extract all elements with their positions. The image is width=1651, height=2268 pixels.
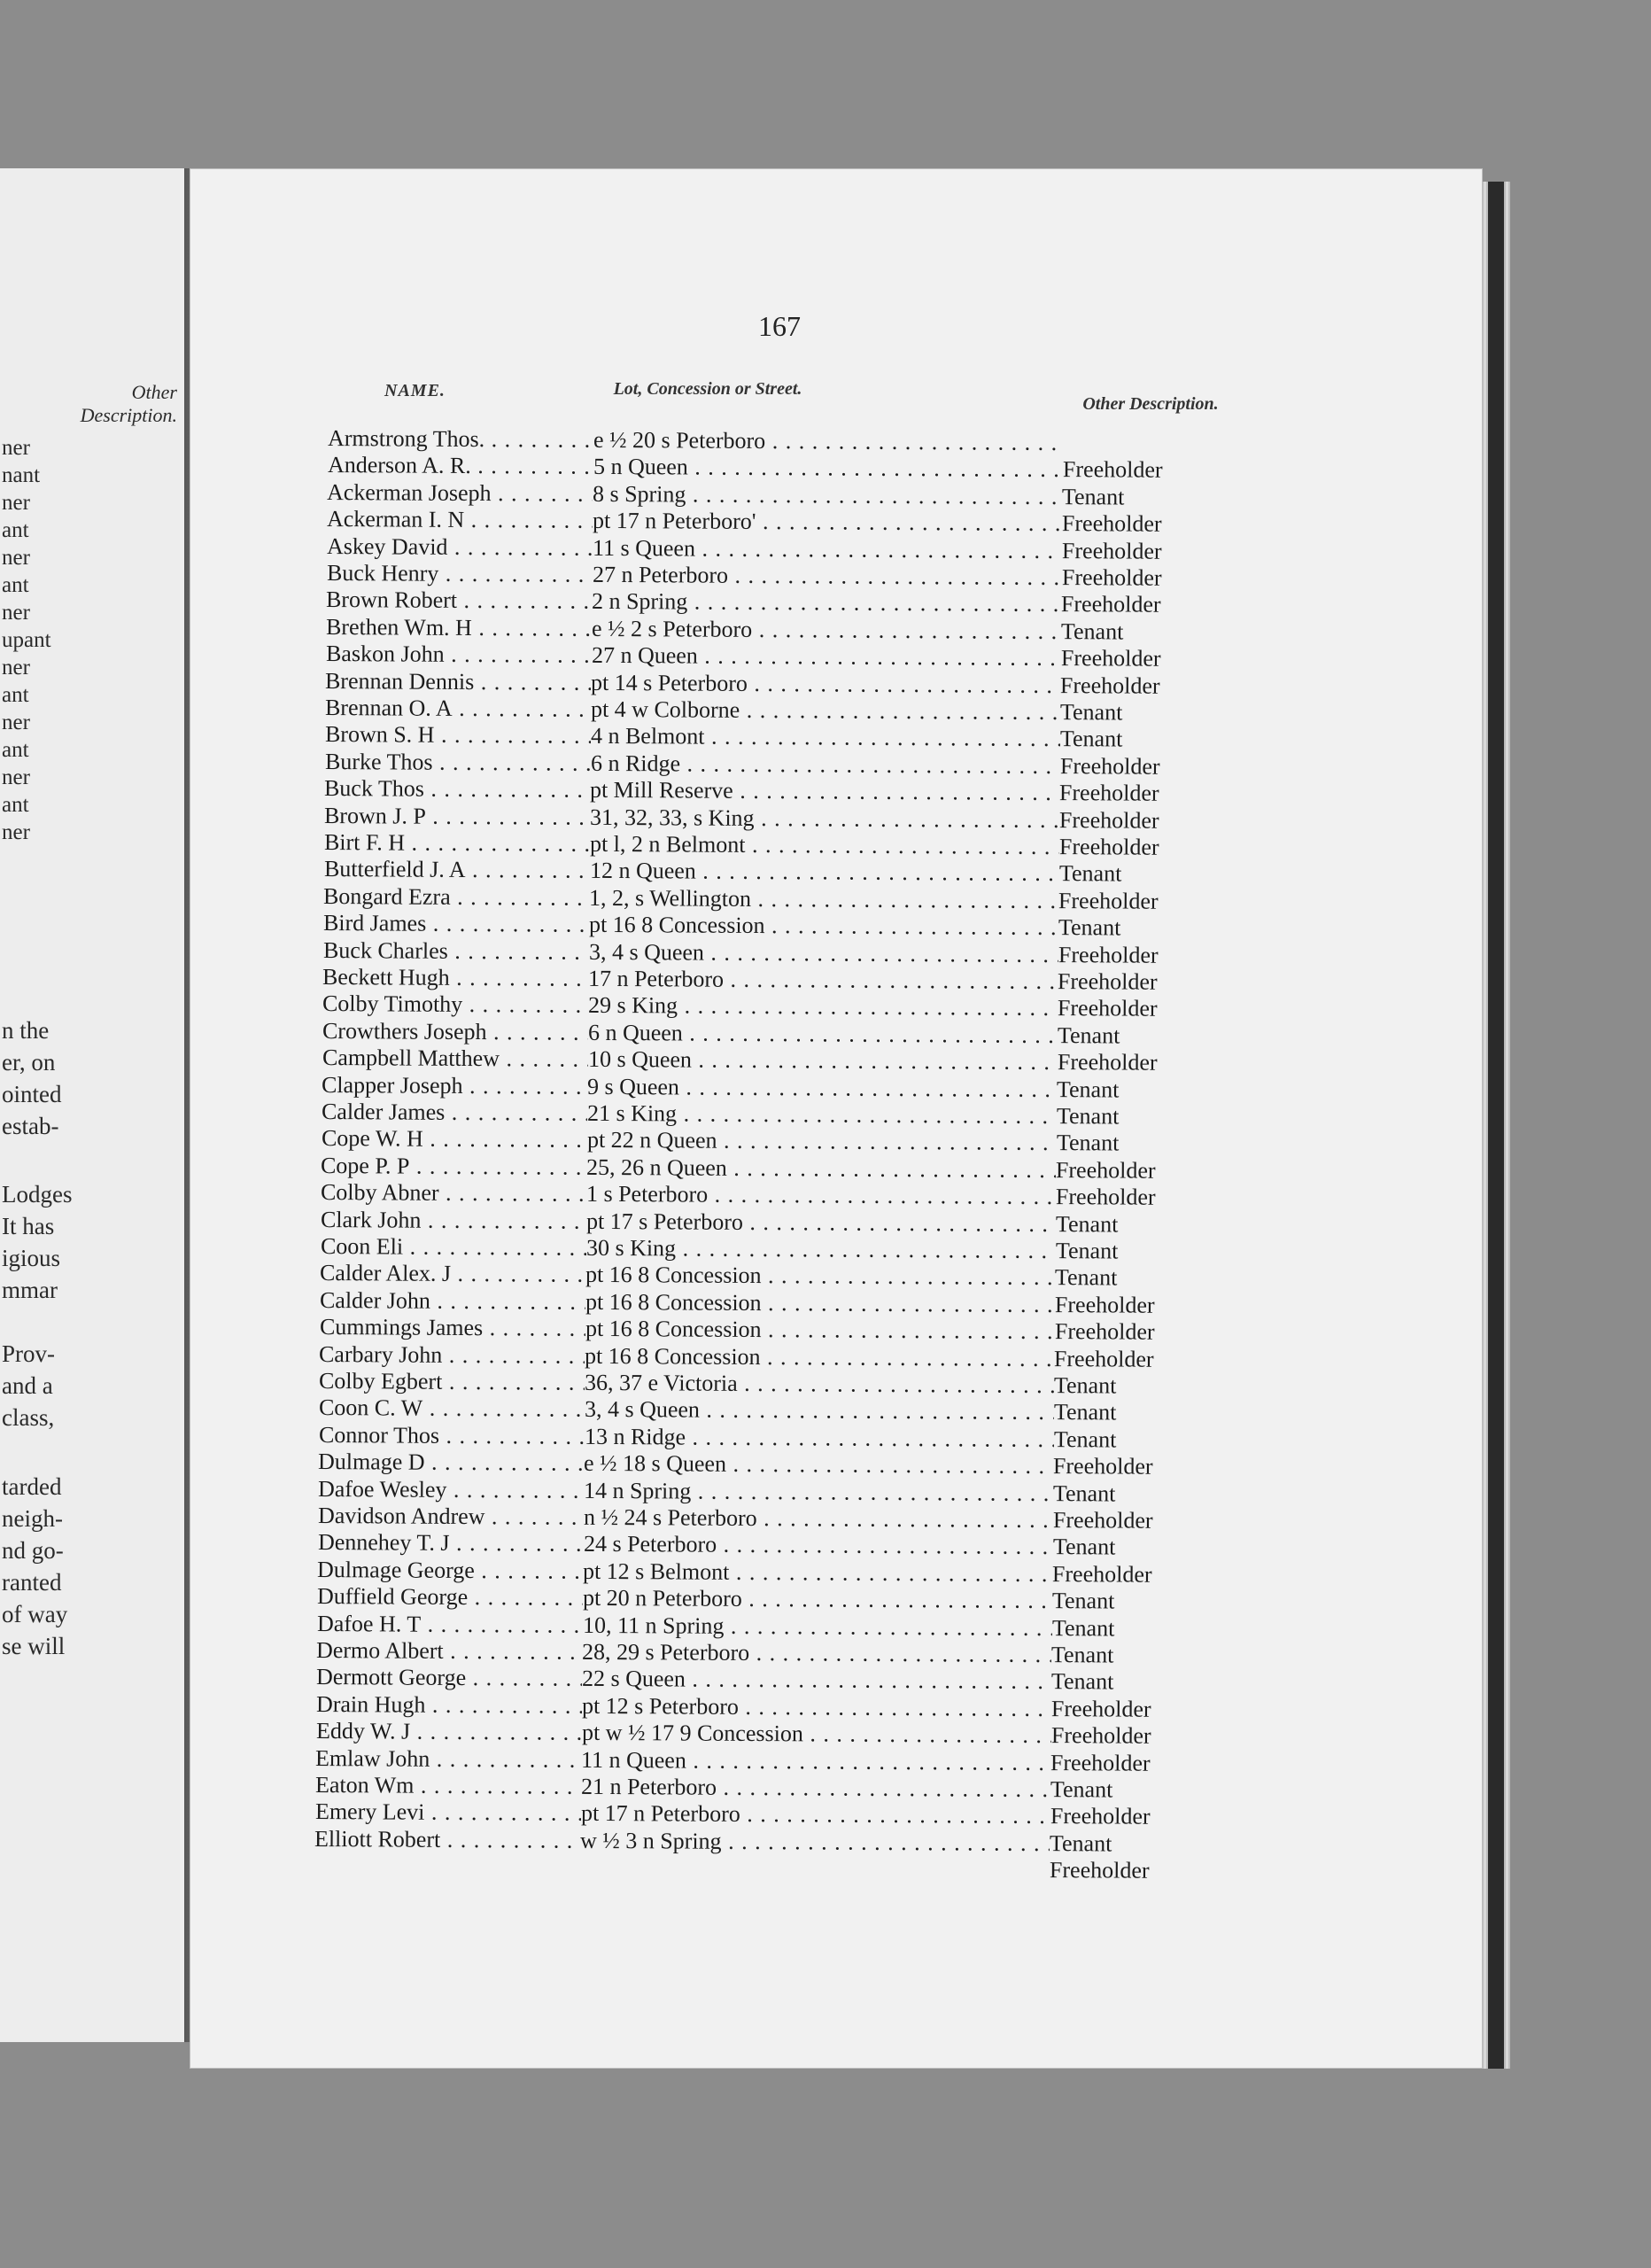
left-page-fragment: ner (2, 765, 30, 789)
entry-lot: 11 n Queen . . . (581, 1746, 1050, 1775)
directory-entry (326, 641, 1194, 672)
entry-name: Drain Hugh . . . (316, 1691, 582, 1720)
entry-lot: pt 17 n Peterboro' . . . (593, 508, 1062, 537)
entry-lot: w ½ 3 n Spring . . . (580, 1828, 1050, 1857)
entry-name: Askey David . . . (327, 533, 593, 562)
entry-lot: pt 16 8 Concession . . . (585, 1316, 1055, 1345)
entry-lot: 22 s Queen . . . (582, 1666, 1051, 1695)
left-page-fragment: ant (2, 683, 29, 707)
entry-name: Duffield George . . . (317, 1583, 583, 1612)
left-page-paragraph-2 (0, 1178, 184, 1306)
left-page-paragraph-line: of way (2, 1601, 68, 1627)
entry-name: Dennehey T. J . . . (317, 1529, 583, 1557)
entry-description: Tenant (1051, 1642, 1114, 1668)
left-page-fragment: nant (2, 463, 41, 487)
entry-description: Freeholder (1059, 752, 1160, 780)
entry-description: Freeholder (1058, 995, 1158, 1022)
entry-description: Tenant (1053, 1399, 1117, 1425)
entry-name: Calder John . . . (320, 1287, 585, 1316)
directory-entry (327, 506, 1195, 538)
entry-description: Freeholder (1058, 887, 1159, 914)
entry-name: Buck Thos . . . (324, 775, 590, 804)
left-page-paragraph-line: se will (2, 1633, 66, 1659)
entry-name: Cummings James . . . (320, 1314, 585, 1342)
column-header-lot (606, 379, 810, 399)
entry-description: Tenant (1051, 1614, 1115, 1642)
entry-name: Brennan O. A . . . (325, 695, 591, 723)
entry-description: Tenant (1050, 1829, 1112, 1857)
entry-lot: 1, 2, s Wellington . . . (589, 885, 1058, 914)
entry-description: Tenant (1056, 1103, 1120, 1130)
entry-lot: 27 n Queen . . . (592, 642, 1061, 672)
entry-lot: 3, 4 s Queen . . . (585, 1396, 1054, 1425)
entry-description: Tenant (1060, 699, 1123, 726)
column-header-other-text: Other Description. (1082, 394, 1219, 414)
entry-description: Tenant (1054, 1372, 1117, 1399)
book-cover-edge (1488, 182, 1504, 2069)
entry-name: Butterfield J. A . . . (323, 856, 589, 884)
entry-description: Tenant (1050, 1776, 1113, 1803)
entry-description: Freeholder (1060, 645, 1161, 672)
entry-lot: pt 16 8 Concession . . . (589, 912, 1058, 941)
left-page-fragment: ner (2, 436, 30, 460)
entry-name: Calder Alex. J . . . (320, 1260, 585, 1288)
entry-name: Dafoe H. T . . . (317, 1611, 583, 1639)
left-page-paragraph-line: Lodges (2, 1181, 73, 1208)
left-page-fragment: upant (2, 628, 51, 652)
entry-name: Campbell Matthew . . . (322, 1045, 587, 1073)
left-page-paragraph-line: neigh- (2, 1505, 63, 1532)
entry-lot: pt w ½ 17 9 Concession . . . (581, 1720, 1050, 1749)
entry-lot: 6 n Queen . . . (588, 1020, 1058, 1049)
entry-description: Tenant (1059, 726, 1123, 752)
entry-description: Freeholder (1062, 456, 1163, 484)
entry-name: Dulmage D . . . (318, 1449, 584, 1477)
entry-lot: e ½ 18 s Queen . . . (584, 1450, 1053, 1480)
entry-name: Colby Egbert . . . (319, 1368, 585, 1396)
entry-description: Tenant (1052, 1480, 1116, 1507)
entry-description: Freeholder (1061, 537, 1162, 564)
entry-name: Bird James . . . (323, 910, 589, 938)
entry-lot: 9 s Queen . . . (587, 1073, 1057, 1102)
entry-description: Freeholder (1059, 780, 1160, 806)
entry-lot: pt 17 s Peterboro . . . (586, 1208, 1056, 1237)
entry-lot: 25, 26 n Queen . . . (586, 1154, 1056, 1184)
entry-name: Emery Levi . . . (315, 1798, 581, 1827)
left-page-paragraph-1 (0, 1014, 184, 1142)
left-page-paragraph-line: estab- (2, 1113, 59, 1139)
directory-entry (315, 1718, 1183, 1750)
entry-name: Dermott George . . . (316, 1664, 582, 1692)
entry-name: Colby Abner . . . (321, 1179, 586, 1208)
entry-description: Tenant (1053, 1425, 1117, 1453)
entry-name: Armstrong Thos. . . . (328, 425, 593, 454)
left-page-fragment: ner (2, 546, 30, 570)
entry-description: Freeholder (1058, 806, 1159, 834)
entry-description: Tenant (1057, 1021, 1120, 1049)
entry-lot: pt 22 n Queen . . . (587, 1127, 1057, 1156)
entry-lot: n ½ 24 s Peterboro . . . (584, 1504, 1053, 1534)
entry-name: Connor Thos . . . (319, 1422, 585, 1450)
entry-name: Dermo Albert . . . (316, 1637, 582, 1666)
left-page-paragraph-line: igious (2, 1245, 61, 1271)
left-page-header (81, 381, 177, 427)
entry-name: Davidson Andrew . . . (318, 1503, 584, 1531)
left-page-paragraph-3 (0, 1338, 184, 1433)
directory-entry (324, 775, 1192, 807)
entry-lot: 21 s King . . . (587, 1100, 1057, 1130)
entry-lot: pt 12 s Peterboro . . . (582, 1693, 1051, 1722)
entry-lot: pt 14 s Peterboro . . . (591, 669, 1060, 698)
entry-name: Clark John . . . (321, 1207, 586, 1235)
entry-lot: pt 16 8 Concession . . . (585, 1289, 1055, 1318)
entry-name: Dafoe Wesley . . . (318, 1476, 584, 1504)
entry-lot: 14 n Spring . . . (584, 1477, 1053, 1506)
entry-lot: pt l, 2 n Belmont . . . (590, 831, 1059, 860)
directory-entry (318, 1449, 1186, 1480)
entry-name: Buck Henry . . . (327, 560, 593, 588)
page-number: 167 (758, 310, 801, 342)
left-page-fragment: ant (2, 573, 29, 597)
entry-lot: 24 s Peterboro . . . (583, 1531, 1052, 1560)
entry-name: Beckett Hugh . . . (322, 964, 588, 992)
entry-name: Brown S. H . . . (325, 721, 591, 750)
entry-name: Coon C. W . . . (319, 1394, 585, 1423)
entry-name: Brown Robert . . . (326, 586, 592, 615)
left-page-fragment: ner (2, 656, 30, 680)
left-page-paragraph-line: nd go- (2, 1537, 64, 1564)
entry-description: Tenant (1051, 1668, 1114, 1695)
entry-description: Tenant (1057, 1076, 1120, 1103)
entry-lot: 2 n Spring . . . (592, 588, 1061, 617)
entry-lot: 17 n Peterboro . . . (588, 966, 1058, 995)
entry-name: Clapper Joseph . . . (322, 1072, 587, 1100)
left-page-fragment: ner (2, 711, 30, 734)
entry-lot: 11 s Queen . . . (593, 534, 1062, 563)
entry-description: Tenant (1055, 1210, 1119, 1238)
entry-description: Freeholder (1052, 1507, 1153, 1534)
column-header-name: NAME. (384, 381, 446, 400)
entry-name: Colby Timothy . . . (322, 990, 588, 1019)
entry-description: Tenant (1055, 1264, 1118, 1291)
left-page-paragraph-line: It has (2, 1213, 55, 1239)
left-facing-page (0, 168, 184, 2042)
entry-lot: e ½ 20 s Peterboro . . . (593, 427, 1063, 456)
entry-lot: pt Mill Reserve . . . (590, 777, 1059, 806)
entry-name: Ackerman I. N . . . (327, 506, 593, 534)
entry-description: Freeholder (1058, 968, 1159, 995)
entry-name: Carbary John . . . (319, 1341, 585, 1370)
entry-lot: 21 n Peterboro . . . (581, 1774, 1050, 1803)
left-page-fragment: ant (2, 793, 29, 817)
entry-name: Buck Charles . . . (323, 937, 589, 966)
entry-description: Freeholder (1058, 941, 1159, 968)
entry-lot: 6 n Ridge . . . (591, 750, 1060, 780)
left-page-fragment: ant (2, 518, 29, 542)
left-page-header-line: Other (131, 381, 177, 403)
left-page-paragraph-4 (0, 1471, 184, 1662)
directory-entry (320, 1314, 1188, 1346)
entry-description: Freeholder (1057, 1049, 1158, 1076)
left-page-paragraph-line: ointed (2, 1081, 62, 1107)
entry-description: Freeholder (1062, 510, 1162, 537)
left-page-paragraph-line: class, (2, 1404, 55, 1431)
entry-name: Cope W. H . . . (322, 1125, 587, 1153)
left-page-paragraph-line: er, on (2, 1049, 56, 1076)
entry-description (1063, 450, 1196, 451)
left-page-paragraph-line: and a (2, 1372, 53, 1399)
entry-lot: 29 s King . . . (588, 992, 1058, 1021)
entry-lot: 28, 29 s Peterboro . . . (582, 1639, 1051, 1668)
entry-lot: 31, 32, 33, s King . . . (590, 804, 1059, 833)
left-page-paragraph-line: ranted (2, 1569, 62, 1596)
column-header-lot-text: Lot, Concession or Street. (613, 379, 802, 399)
entry-lot: 4 n Belmont . . . (591, 723, 1060, 752)
entry-description: Tenant (1060, 617, 1124, 645)
entry-lot: pt 16 8 Concession . . . (585, 1262, 1055, 1291)
entry-lot: 5 n Queen . . . (593, 454, 1063, 483)
entry-description: Freeholder (1050, 1803, 1151, 1830)
entry-lot: pt 12 s Belmont . . . (583, 1558, 1052, 1588)
entry-description: Freeholder (1054, 1345, 1155, 1372)
entry-description: Freeholder (1056, 1156, 1157, 1184)
entry-description: Freeholder (1050, 1722, 1151, 1749)
entry-name: Eaton Wm . . . (315, 1772, 581, 1800)
directory-page (190, 168, 1483, 2069)
entry-lot: 8 s Spring . . . (593, 481, 1062, 510)
left-page-column-fragments (0, 434, 184, 846)
left-page-paragraph-line: n the (2, 1017, 50, 1044)
entry-description: Tenant (1051, 1588, 1115, 1614)
entry-lot: pt 20 n Peterboro . . . (583, 1585, 1052, 1614)
entry-lot: e ½ 2 s Peterboro . . . (592, 616, 1061, 645)
entry-name: Elliott Robert . . . (314, 1826, 580, 1854)
entry-description: Freeholder (1053, 1453, 1154, 1480)
entry-lot: 36, 37 e Victoria . . . (585, 1370, 1054, 1399)
entry-description: Tenant (1056, 1130, 1120, 1156)
entry-lot: 10 s Queen . . . (587, 1046, 1057, 1076)
entry-description: Tenant (1058, 860, 1121, 887)
entry-name: Bongard Ezra . . . (323, 883, 589, 912)
entry-name: Crowthers Joseph . . . (322, 1018, 588, 1046)
entry-description: Freeholder (1050, 1749, 1151, 1776)
left-page-fragment: ner (2, 820, 30, 844)
directory-entry (317, 1583, 1185, 1615)
entry-description: Tenant (1062, 483, 1125, 510)
directory-entry (322, 1045, 1190, 1076)
left-page-header-line: Description. (80, 404, 177, 426)
entry-description: Freeholder (1058, 834, 1159, 860)
entry-name: Brennan Dennis . . . (325, 668, 591, 696)
entry-description: Freeholder (1050, 1695, 1151, 1722)
entry-lot: 27 n Peterboro . . . (592, 562, 1061, 591)
entry-description: Tenant (1052, 1534, 1115, 1560)
entry-description: Freeholder (1054, 1291, 1155, 1318)
entry-lot: pt 17 n Peterboro . . . (581, 1800, 1050, 1829)
entry-lot: 13 n Ridge . . . (585, 1424, 1054, 1453)
entry-description: Freeholder (1056, 1184, 1156, 1210)
entry-name: Burke Thos . . . (325, 749, 591, 777)
entry-description: Freeholder (1050, 1857, 1150, 1884)
entry-description: Freeholder (1054, 1318, 1155, 1345)
left-page-fragment: ner (2, 601, 30, 625)
left-page-paragraph-line: mmar (2, 1277, 58, 1303)
column-header-other (1080, 394, 1221, 414)
entry-lot: 10, 11 n Spring . . . (583, 1612, 1052, 1641)
left-page-paragraph-line: Prov- (2, 1340, 55, 1367)
entry-description: Freeholder (1052, 1560, 1152, 1588)
entry-lot: 30 s King . . . (585, 1235, 1055, 1264)
entry-description: Freeholder (1060, 672, 1161, 699)
left-page-paragraph-line: tarded (2, 1473, 62, 1500)
left-page-fragment: ner (2, 491, 30, 515)
entry-name: Cope P. P . . . (321, 1153, 586, 1181)
entry-name: Brown J. P . . . (324, 803, 590, 831)
entry-lot: 3, 4 s Queen . . . (589, 938, 1058, 967)
entry-lot: 1 s Peterboro . . . (586, 1181, 1056, 1210)
entry-name: Anderson A. R. . . . (328, 452, 593, 480)
entry-name: Dulmage George . . . (317, 1557, 583, 1585)
entry-name: Baskon John . . . (326, 641, 592, 669)
entry-description: Tenant (1055, 1238, 1119, 1264)
entry-name: Eddy W. J . . . (315, 1718, 581, 1746)
directory-entry (314, 1852, 1182, 1884)
entry-description: Freeholder (1061, 564, 1162, 591)
entry-name: Birt F. H . . . (324, 829, 590, 858)
entry-lot: pt 4 w Colborne . . . (591, 696, 1060, 726)
entry-lot: 12 n Queen . . . (589, 858, 1058, 887)
entry-lot: pt 16 8 Concession . . . (585, 1342, 1054, 1371)
entry-name: Emlaw John . . . (315, 1745, 581, 1774)
left-page-fragment: ant (2, 738, 29, 762)
entry-name: Coon Eli . . . (321, 1233, 586, 1262)
entry-name: Brethen Wm. H . . . (326, 614, 592, 642)
directory-entry (321, 1179, 1189, 1211)
entry-description: Freeholder (1061, 591, 1162, 618)
entry-name: Ackerman Joseph . . . (327, 479, 593, 508)
entry-description: Tenant (1058, 914, 1121, 941)
directory-entry (323, 910, 1191, 942)
entry-name: Calder James . . . (322, 1099, 587, 1127)
